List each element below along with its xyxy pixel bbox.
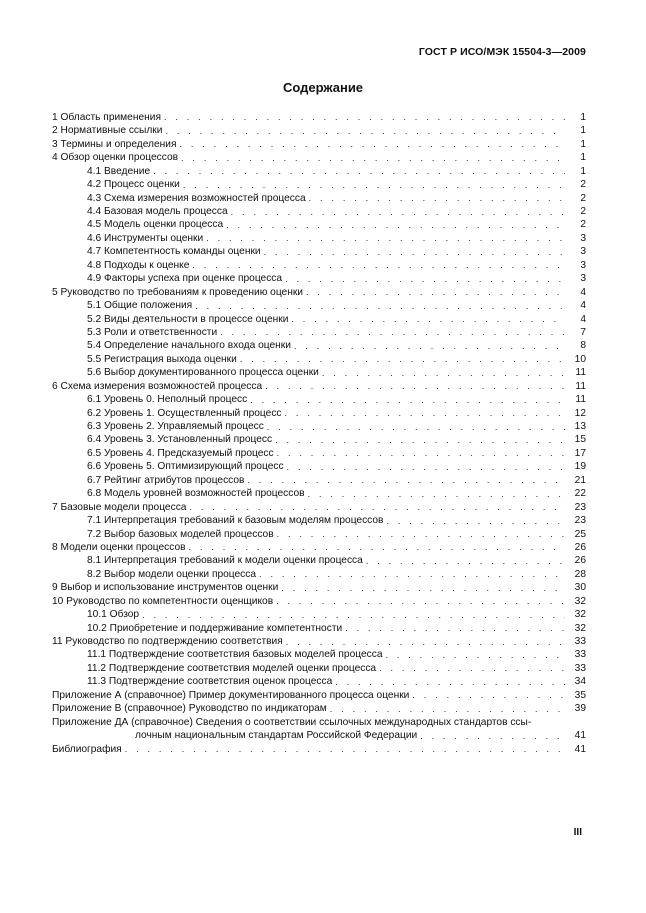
toc-entry[interactable] — [52, 581, 586, 594]
dot-leader — [285, 407, 565, 420]
toc-entry[interactable] — [52, 568, 586, 581]
dot-leader — [165, 125, 565, 138]
toc-entry-text: 6.4 Уровень 3. Установленный процесс — [87, 434, 273, 446]
toc-entry-page: 3 — [580, 246, 586, 258]
toc-entry[interactable] — [52, 124, 586, 137]
dot-leader — [142, 609, 565, 622]
toc-entry-text: 6.2 Уровень 1. Осуществленный процесс — [87, 407, 282, 419]
dot-leader — [189, 501, 565, 514]
toc-entry[interactable] — [52, 205, 586, 218]
toc-entry-text: 6.1 Уровень 0. Неполный процесс — [87, 394, 248, 406]
dot-leader — [247, 474, 565, 487]
toc-entry-page: 12 — [574, 407, 586, 419]
toc-entry[interactable] — [52, 219, 586, 232]
toc-entry-page: 41 — [574, 743, 586, 755]
toc-entry-text: 5.5 Регистрация выхода оценки — [87, 353, 237, 365]
toc-entry-text: 6.8 Модель уровней возможностей процессов — [87, 488, 305, 500]
toc-entry[interactable] — [52, 407, 586, 420]
toc-entry-bibliography[interactable] — [52, 743, 586, 756]
toc-entry-text: 4.2 Процесс оценки — [87, 179, 180, 191]
dot-leader — [259, 568, 565, 581]
toc-entry-page: 4 — [580, 313, 586, 325]
toc-entry-page: 33 — [574, 649, 586, 661]
toc-entry-text: 5.3 Роли и ответственности — [87, 326, 218, 338]
dot-leader — [220, 326, 565, 339]
toc-entry[interactable] — [52, 662, 586, 675]
toc-entry[interactable] — [52, 447, 586, 460]
toc-entry[interactable] — [52, 460, 586, 473]
toc-entry-page: 4 — [580, 286, 586, 298]
toc-entry-page: 8 — [580, 340, 586, 352]
toc-entry-text: 7.1 Интерпретация требований к базовым моделям процессов — [87, 515, 384, 527]
toc-entry-page: 4 — [580, 300, 586, 312]
toc-entry-page: 21 — [574, 474, 586, 486]
dot-leader — [181, 152, 565, 165]
toc-entry-page: 32 — [574, 595, 586, 607]
toc-entry-page: 26 — [574, 555, 586, 567]
dot-leader — [345, 622, 565, 635]
toc-entry[interactable] — [52, 622, 586, 635]
toc-entry[interactable] — [52, 313, 586, 326]
toc-entry[interactable] — [52, 339, 586, 352]
toc-entry[interactable] — [52, 420, 586, 433]
dot-leader — [277, 528, 565, 541]
toc-entry-page: 13 — [574, 421, 586, 433]
toc-entry[interactable] — [52, 326, 586, 339]
toc-entry-page: 23 — [574, 515, 586, 527]
toc-entry[interactable] — [52, 259, 586, 272]
toc-entry-page: 39 — [574, 703, 586, 715]
toc-entry-page: 15 — [574, 434, 586, 446]
toc-entry-text: 5.6 Выбор документированного процесса оценки — [87, 367, 319, 379]
dot-leader — [226, 219, 565, 232]
dot-leader — [153, 165, 565, 178]
toc-entry[interactable] — [52, 434, 586, 447]
dot-leader — [206, 232, 565, 245]
toc-entry-page: 19 — [574, 461, 586, 473]
dot-leader — [309, 192, 565, 205]
dot-leader — [164, 111, 565, 124]
toc-entry-text: 5.1 Общие положения — [87, 300, 193, 312]
dot-leader — [195, 300, 565, 313]
dot-leader — [277, 447, 565, 460]
dot-leader — [286, 636, 565, 649]
toc-entry-text: 4 Обзор оценки процессов — [52, 152, 179, 164]
dot-leader — [385, 649, 565, 662]
toc-entry[interactable] — [52, 528, 586, 541]
toc-entry-page: 1 — [580, 125, 586, 137]
toc-entry-text: 4.1 Введение — [87, 165, 151, 177]
toc-entry-page: 3 — [580, 232, 586, 244]
toc-entry-page: 28 — [574, 568, 586, 580]
toc-entry-text: 9 Выбор и использование инструментов оценки — [52, 582, 279, 594]
dot-leader — [276, 595, 565, 608]
toc-entry[interactable] — [52, 702, 586, 715]
dot-leader — [330, 703, 565, 716]
toc-entry-text: 10.2 Приобретение и поддерживание компетентности — [87, 622, 343, 634]
toc-entry-text: 5 Руководство по требованиям к проведению оценки — [52, 286, 303, 298]
toc-entry-page: 7 — [580, 326, 586, 338]
toc-entry-page: 2 — [580, 192, 586, 204]
toc-entry[interactable] — [52, 554, 586, 567]
toc-entry-page: 11 — [575, 394, 586, 406]
dot-leader — [294, 340, 565, 353]
toc-entry[interactable] — [52, 487, 586, 500]
dot-leader — [386, 515, 565, 528]
dot-leader — [287, 461, 565, 474]
toc-entry-page: 10 — [574, 353, 586, 365]
toc-entry-page: 23 — [574, 501, 586, 513]
toc-entry-page: 26 — [574, 541, 586, 553]
toc-entry-appendix-da[interactable] — [52, 716, 586, 743]
toc-entry-text: 10.1 Обзор — [87, 609, 140, 621]
toc-entry-page: 3 — [580, 273, 586, 285]
toc-entry-page: 30 — [574, 582, 586, 594]
toc-entry[interactable] — [52, 353, 586, 366]
toc-entry-text: 6 Схема измерения возможностей процесса — [52, 380, 263, 392]
toc-entry-text: 11.1 Подтверждение соответствия базовых моделей процесса — [87, 649, 383, 661]
dot-leader — [285, 273, 565, 286]
toc-entry[interactable] — [52, 178, 586, 191]
toc-entry-page: 2 — [580, 206, 586, 218]
toc-entry-text: Приложение А (справочное) Пример документированного процесса оценки — [52, 689, 410, 701]
toc-entry-page: 2 — [580, 219, 586, 231]
dot-leader — [179, 138, 565, 151]
dot-leader — [281, 582, 565, 595]
toc-entry[interactable] — [52, 272, 586, 285]
toc-entry-page: 1 — [580, 152, 586, 164]
dot-leader — [250, 394, 565, 407]
dot-leader — [291, 313, 565, 326]
toc-entry[interactable] — [52, 245, 586, 258]
toc-entry-text: 11.3 Подтверждение соответствия оценок процесса — [87, 676, 333, 688]
toc-entry-text: 5.2 Виды деятельности в процессе оценки — [87, 313, 289, 325]
dot-leader — [322, 367, 565, 380]
toc-entry-page: 32 — [574, 609, 586, 621]
toc-entry-text: 7 Базовые модели процесса — [52, 501, 187, 513]
toc-entry-page: 17 — [574, 447, 586, 459]
toc-entry-page: 22 — [574, 488, 586, 500]
dot-leader — [183, 179, 565, 192]
toc-entry[interactable] — [52, 514, 586, 527]
toc-entry-page: 2 — [580, 179, 586, 191]
dot-leader — [265, 380, 565, 393]
toc-entry-text: 6.7 Рейтинг атрибутов процессов — [87, 474, 245, 486]
toc-entry-text: 11.2 Подтверждение соответствия моделей оценки процесса — [87, 662, 377, 674]
toc-entry-page: 1 — [580, 165, 586, 177]
toc-entry-page: 11 — [575, 367, 586, 379]
toc-entry-text: 4.8 Подходы к оценке — [87, 259, 190, 271]
dot-leader — [267, 421, 565, 434]
toc-entry-page: 1 — [580, 138, 586, 150]
dot-leader — [308, 488, 565, 501]
document-code: ГОСТ Р ИСО/МЭК 15504-3—2009 — [418, 46, 586, 58]
toc-entry-text: 4.9 Факторы успеха при оценке процесса — [87, 273, 283, 285]
toc-entry-text: 4.4 Базовая модель процесса — [87, 206, 228, 218]
toc-entry-text: 4.5 Модель оценки процесса — [87, 219, 224, 231]
toc-entry-text: 4.3 Схема измерения возможностей процесса — [87, 192, 306, 204]
toc-entry-page: 34 — [574, 676, 586, 688]
toc-entry-text: 2 Нормативные ссылки — [52, 125, 163, 137]
dot-leader — [231, 206, 565, 219]
toc-entry-page: 33 — [574, 636, 586, 648]
toc-entry-text-continued: лочным национальным стандартам Российской Федерации — [135, 730, 418, 742]
toc-entry[interactable] — [52, 501, 586, 514]
toc-entry[interactable] — [52, 111, 586, 124]
toc-entry-text: Библиография — [52, 743, 122, 755]
toc-entry-text: 6.5 Уровень 4. Предсказуемый процесс — [87, 447, 274, 459]
toc-entry[interactable] — [52, 138, 586, 151]
toc-entry-page: 25 — [574, 528, 586, 540]
toc-entry-text: 4.6 Инструменты оценки — [87, 232, 204, 244]
toc-entry[interactable] — [52, 286, 586, 299]
dot-leader — [240, 353, 565, 366]
toc-entry-text: 5.4 Определение начального входа оценки — [87, 340, 291, 352]
dot-leader — [306, 286, 565, 299]
toc-entry-text: 6.3 Уровень 2. Управляемый процесс — [87, 421, 264, 433]
toc-entry[interactable] — [52, 393, 586, 406]
toc-entry[interactable] — [52, 649, 586, 662]
toc-entry[interactable] — [52, 232, 586, 245]
toc-entry-text: 7.2 Выбор базовых моделей процессов — [87, 528, 274, 540]
toc-entry-text: 3 Термины и определения — [52, 138, 177, 150]
toc-entry-text: 1 Область применения — [52, 111, 161, 123]
toc-entry-text: 8.2 Выбор модели оценки процесса — [87, 568, 257, 580]
dot-leader — [366, 555, 565, 568]
dot-leader — [420, 730, 565, 743]
toc-entry-text: 10 Руководство по компетентности оценщиков — [52, 595, 274, 607]
toc-entry[interactable] — [52, 192, 586, 205]
toc-entry[interactable] — [52, 474, 586, 487]
toc-entry[interactable] — [52, 299, 586, 312]
toc-entry-page: 41 — [574, 730, 586, 742]
toc-entry[interactable] — [52, 165, 586, 178]
toc-entry-text: 8 Модели оценки процессов — [52, 541, 186, 553]
toc-entry-page: 3 — [580, 259, 586, 271]
toc-entry-text: Приложение В (справочное) Руководство по индикаторам — [52, 703, 327, 715]
toc-entry-page: 35 — [574, 689, 586, 701]
toc-entry[interactable] — [52, 151, 586, 164]
toc-entry[interactable] — [52, 541, 586, 554]
toc-entry-text: Приложение ДА (справочное) Сведения о соответствии ссылочных международных стандартов ссы- — [52, 716, 532, 728]
toc-entry-text: 8.1 Интерпретация требований к модели оценки процесса — [87, 555, 363, 567]
toc-entry-page: 11 — [575, 380, 586, 392]
toc-entry-text: 6.6 Уровень 5. Оптимизирующий процесс — [87, 461, 284, 473]
dot-leader — [379, 662, 565, 675]
table-of-contents — [52, 111, 586, 756]
dot-leader — [412, 689, 565, 702]
dot-leader — [189, 541, 565, 554]
toc-title: Содержание — [282, 80, 364, 95]
toc-entry-page: 33 — [574, 662, 586, 674]
toc-entry[interactable] — [52, 380, 586, 393]
toc-entry[interactable] — [52, 595, 586, 608]
toc-entry[interactable] — [52, 608, 586, 621]
toc-entry-page: 32 — [574, 622, 586, 634]
dot-leader — [125, 743, 565, 756]
toc-entry[interactable] — [52, 675, 586, 688]
dot-leader — [335, 676, 565, 689]
toc-entry[interactable] — [52, 689, 586, 702]
toc-entry[interactable] — [52, 366, 586, 379]
toc-entry[interactable] — [52, 635, 586, 648]
page-number: III — [573, 827, 582, 838]
toc-entry-text: 11 Руководство по подтверждению соответствия — [52, 636, 283, 648]
dot-leader — [264, 246, 565, 259]
dot-leader — [275, 434, 565, 447]
toc-entry-page: 1 — [580, 111, 586, 123]
toc-entry-text: 4.7 Компетентность команды оценки — [87, 246, 261, 258]
dot-leader — [192, 259, 565, 272]
